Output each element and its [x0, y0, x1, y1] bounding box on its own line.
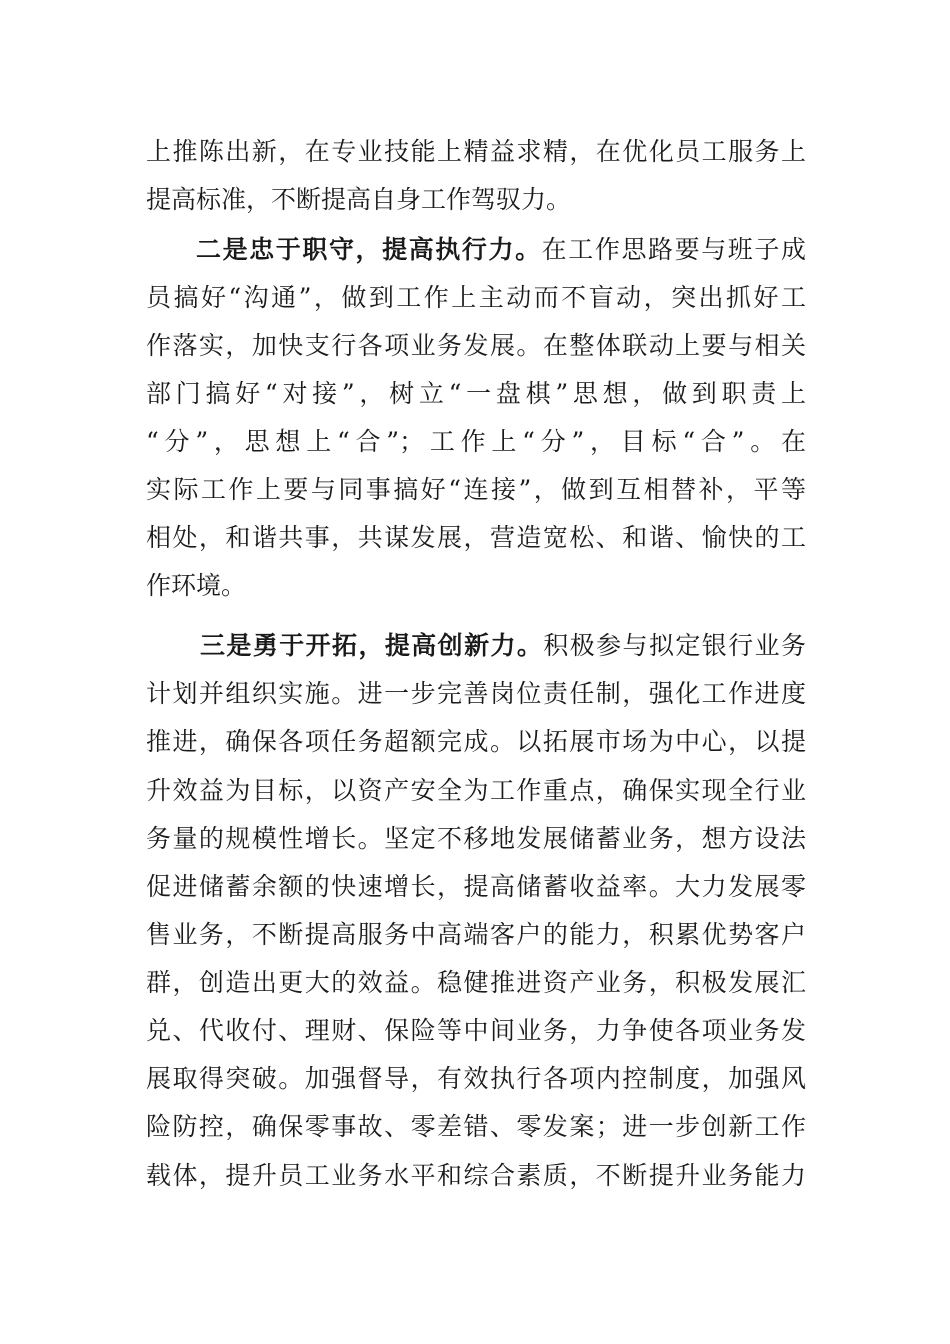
paragraph-3-line-8: 群，创造出更大的效益。稳健推进资产业务，积极发展汇	[146, 968, 806, 997]
paragraph-2-line-3: 作落实，加快支行各项业务发展。在整体联动上要与相关	[146, 331, 806, 360]
paragraph-3-line-7: 售业务，不断提高服务中高端客户的能力，积累优势客户	[146, 920, 806, 949]
paragraph-2-first-line-text: 在工作思路要与班子成	[541, 235, 806, 264]
paragraph-2-line-2: 员搞好“沟通”，做到工作上主动而不盲动，突出抓好工	[146, 283, 806, 312]
paragraph-2-line-5: “分”，思想上“合”；工作上“分”，目标“合”。在	[146, 427, 806, 456]
paragraph-3-line-10: 展取得突破。加强督导，有效执行各项内控制度，加强风	[146, 1064, 806, 1093]
paragraph-3-line-9: 兑、代收付、理财、保险等中间业务，力争使各项业务发	[146, 1016, 806, 1045]
paragraph-3-line-2: 计划并组织实施。进一步完善岗位责任制，强化工作进度	[146, 679, 806, 708]
paragraph-2-line-7: 相处，和谐共事，共谋发展，营造宽松、和谐、愉快的工	[146, 523, 806, 552]
paragraph-1-line-1: 上推陈出新，在专业技能上精益求精，在优化员工服务上	[146, 137, 806, 166]
paragraph-3-line-12: 载体，提升员工业务水平和综合素质，不断提升业务能力	[146, 1161, 806, 1190]
paragraph-3-line-11: 险防控，确保零事故、零差错、零发案；进一步创新工作	[146, 1112, 806, 1141]
paragraph-3-line-1	[200, 622, 806, 670]
paragraph-3-first-line-text: 积极参与拟定银行业务	[543, 631, 806, 660]
paragraph-2-line-8: 作环境。	[146, 571, 247, 600]
paragraph-2-heading: 二是忠于职守，提高执行力。	[196, 235, 542, 264]
paragraph-2-line-1	[196, 226, 806, 274]
paragraph-3-line-3: 推进，确保各项任务超额完成。以拓展市场为中心，以提	[146, 727, 806, 756]
paragraph-3-heading: 三是勇于开拓，提高创新力。	[200, 631, 544, 660]
paragraph-3-line-4: 升效益为目标，以资产安全为工作重点，确保实现全行业	[146, 776, 806, 805]
paragraph-1-line-2: 提高标准，不断提高自身工作驾驭力。	[146, 185, 572, 214]
paragraph-3-line-6: 促进储蓄余额的快速增长，提高储蓄收益率。大力发展零	[146, 872, 806, 901]
paragraph-2-line-6: 实际工作上要与同事搞好“连接”，做到互相替补，平等	[146, 475, 806, 504]
paragraph-2-line-4: 部门搞好“对接”，树立“一盘棋”思想，做到职责上	[146, 379, 806, 408]
paragraph-3-line-5: 务量的规模性增长。坚定不移地发展储蓄业务，想方设法	[146, 824, 806, 853]
